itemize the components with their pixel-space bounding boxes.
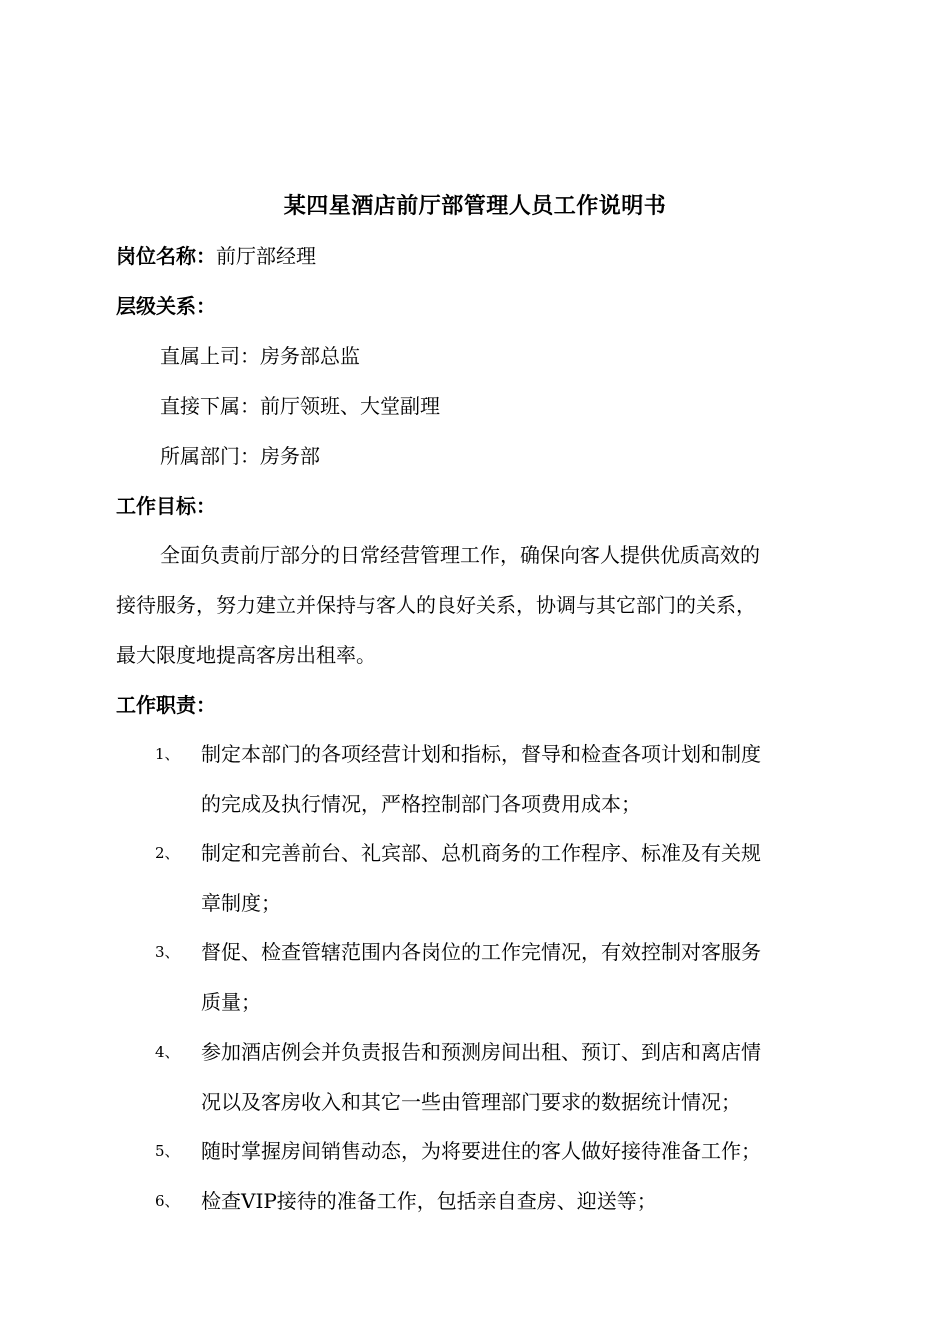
goal-paragraph-line: 全面负责前厅部分的日常经营管理工作，确保向客人提供优质高效的 [160, 543, 760, 567]
duty-text-line: 检查VIP接待的准备工作，包括亲自查房、迎送等； [201, 1189, 657, 1213]
document-title: 某四星酒店前厅部管理人员工作说明书 [283, 194, 667, 219]
superior-line: 直属上司：房务部总监 [160, 344, 360, 368]
goal-paragraph-line: 接待服务，努力建立并保持与客人的良好关系，协调与其它部门的关系， [116, 593, 756, 617]
duty-text-line: 制定和完善前台、礼宾部、总机商务的工作程序、标准及有关规 [201, 841, 761, 865]
duty-text-line: 质量； [201, 990, 261, 1014]
position-row [116, 239, 316, 273]
duty-number: 3、 [155, 943, 180, 961]
duty-text-line: 随时掌握房间销售动态，为将要进住的客人做好接待准备工作； [201, 1139, 761, 1163]
duty-number: 1、 [155, 745, 180, 763]
duty-number: 2、 [155, 844, 180, 862]
duty-text-line: 章制度； [201, 891, 281, 915]
position-label: 岗位名称： [116, 244, 216, 268]
goal-paragraph-line: 最大限度地提高客房出租率。 [116, 643, 376, 667]
duty-number: 5、 [155, 1142, 180, 1160]
duty-number: 4、 [155, 1043, 180, 1061]
position-value: 前厅部经理 [216, 244, 316, 268]
duty-number: 6、 [155, 1192, 180, 1210]
goal-heading: 工作目标： [116, 494, 216, 518]
duty-text-line: 督促、检查管辖范围内各岗位的工作完情况，有效控制对客服务 [201, 940, 761, 964]
duty-text-line: 制定本部门的各项经营计划和指标，督导和检查各项计划和制度 [201, 742, 761, 766]
hierarchy-heading: 层级关系： [116, 294, 216, 318]
duties-heading: 工作职责： [116, 693, 216, 717]
subordinates-line: 直接下属：前厅领班、大堂副理 [160, 394, 440, 418]
duty-text-line: 的完成及执行情况，严格控制部门各项费用成本； [201, 792, 641, 816]
duty-text-line: 况以及客房收入和其它一些由管理部门要求的数据统计情况； [201, 1090, 741, 1114]
duty-text-line: 参加酒店例会并负责报告和预测房间出租、预订、到店和离店情 [201, 1040, 761, 1064]
department-line: 所属部门：房务部 [160, 444, 320, 468]
